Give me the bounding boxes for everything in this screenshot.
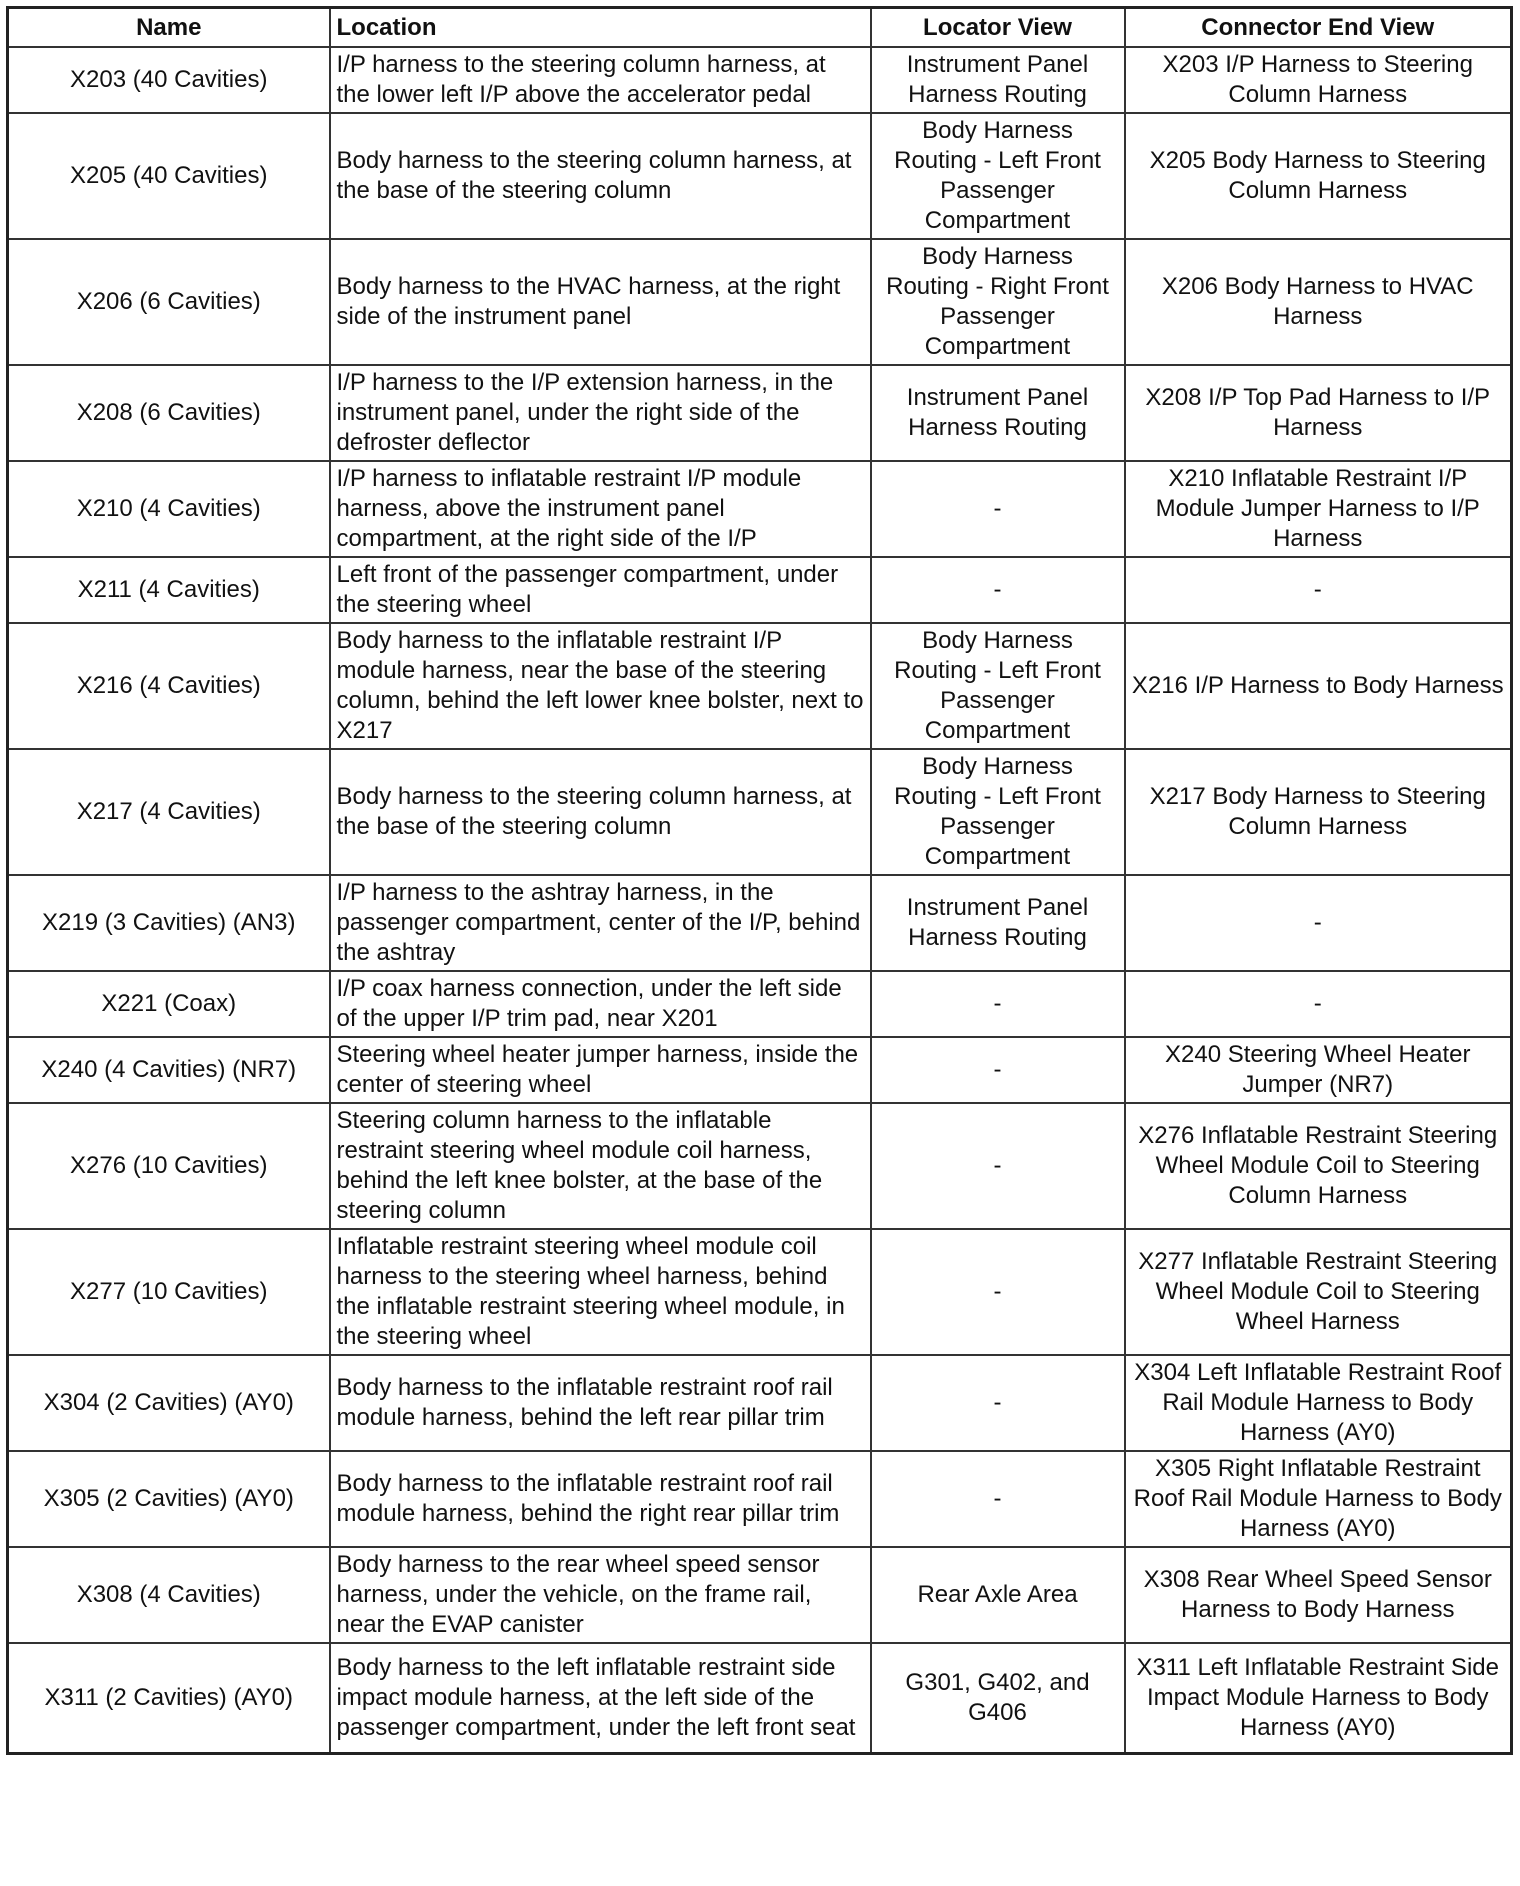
cell-locator-view: G301, G402, and G406 — [871, 1643, 1125, 1753]
cell-location: Body harness to the HVAC harness, at the right side of the instrument panel — [330, 239, 871, 365]
cell-connector-end-view: X205 Body Harness to Steering Column Harness — [1125, 113, 1512, 239]
cell-location: Body harness to the rear wheel speed sensor harness, under the vehicle, on the frame rail, near the EVAP canister — [330, 1547, 871, 1643]
cell-connector-end-view: X208 I/P Top Pad Harness to I/P Harness — [1125, 365, 1512, 461]
cell-name: X311 (2 Cavities) (AY0) — [8, 1643, 330, 1753]
header-locator-view: Locator View — [871, 8, 1125, 48]
cell-location: I/P harness to the steering column harness, at the lower left I/P above the accelerator pedal — [330, 47, 871, 113]
cell-locator-view: - — [871, 1103, 1125, 1229]
cell-location: I/P coax harness connection, under the left side of the upper I/P trim pad, near X201 — [330, 971, 871, 1037]
cell-connector-end-view: X240 Steering Wheel Heater Jumper (NR7) — [1125, 1037, 1512, 1103]
header-location: Location — [330, 8, 871, 48]
cell-name: X277 (10 Cavities) — [8, 1229, 330, 1355]
cell-connector-end-view: X277 Inflatable Restraint Steering Wheel Module Coil to Steering Wheel Harness — [1125, 1229, 1512, 1355]
cell-name: X210 (4 Cavities) — [8, 461, 330, 557]
cell-connector-end-view: X210 Inflatable Restraint I/P Module Jumper Harness to I/P Harness — [1125, 461, 1512, 557]
cell-locator-view: - — [871, 1229, 1125, 1355]
header-connector-end-view: Connector End View — [1125, 8, 1512, 48]
cell-connector-end-view: X206 Body Harness to HVAC Harness — [1125, 239, 1512, 365]
connector-table-container — [6, 6, 1510, 1755]
cell-name: X221 (Coax) — [8, 971, 330, 1037]
cell-connector-end-view: X305 Right Inflatable Restraint Roof Rail Module Harness to Body Harness (AY0) — [1125, 1451, 1512, 1547]
cell-name: X305 (2 Cavities) (AY0) — [8, 1451, 330, 1547]
table-row — [8, 623, 1512, 749]
cell-location: Body harness to the inflatable restraint I/P module harness, near the base of the steering column, behind the left lower knee bolster, next to X217 — [330, 623, 871, 749]
table-row — [8, 1643, 1512, 1753]
cell-location: Body harness to the inflatable restraint roof rail module harness, behind the left rear pillar trim — [330, 1355, 871, 1451]
cell-location: I/P harness to the I/P extension harness, in the instrument panel, under the right side of the defroster deflector — [330, 365, 871, 461]
cell-connector-end-view: X304 Left Inflatable Restraint Roof Rail Module Harness to Body Harness (AY0) — [1125, 1355, 1512, 1451]
cell-locator-view: Body Harness Routing - Left Front Passenger Compartment — [871, 623, 1125, 749]
cell-location: Inflatable restraint steering wheel module coil harness to the steering wheel harness, behind the inflatable restraint steering wheel module, in the steering wheel — [330, 1229, 871, 1355]
table-row — [8, 1037, 1512, 1103]
cell-name: X211 (4 Cavities) — [8, 557, 330, 623]
cell-name: X219 (3 Cavities) (AN3) — [8, 875, 330, 971]
cell-location: I/P harness to inflatable restraint I/P module harness, above the instrument panel compartment, at the right side of the I/P — [330, 461, 871, 557]
cell-connector-end-view: X203 I/P Harness to Steering Column Harness — [1125, 47, 1512, 113]
cell-connector-end-view: - — [1125, 971, 1512, 1037]
cell-name: X203 (40 Cavities) — [8, 47, 330, 113]
table-row — [8, 113, 1512, 239]
cell-location: Left front of the passenger compartment, under the steering wheel — [330, 557, 871, 623]
table-row — [8, 47, 1512, 113]
cell-location: Body harness to the inflatable restraint roof rail module harness, behind the right rear pillar trim — [330, 1451, 871, 1547]
cell-connector-end-view: - — [1125, 557, 1512, 623]
cell-connector-end-view: X216 I/P Harness to Body Harness — [1125, 623, 1512, 749]
cell-locator-view: Body Harness Routing - Right Front Passenger Compartment — [871, 239, 1125, 365]
connector-table — [6, 6, 1513, 1755]
cell-name: X308 (4 Cavities) — [8, 1547, 330, 1643]
table-row — [8, 1547, 1512, 1643]
cell-name: X304 (2 Cavities) (AY0) — [8, 1355, 330, 1451]
cell-location: Steering wheel heater jumper harness, inside the center of steering wheel — [330, 1037, 871, 1103]
table-row — [8, 1451, 1512, 1547]
cell-location: Steering column harness to the inflatable restraint steering wheel module coil harness, behind the left knee bolster, at the base of the steering column — [330, 1103, 871, 1229]
cell-locator-view: Body Harness Routing - Left Front Passenger Compartment — [871, 113, 1125, 239]
cell-name: X240 (4 Cavities) (NR7) — [8, 1037, 330, 1103]
table-row — [8, 971, 1512, 1037]
table-row — [8, 557, 1512, 623]
table-row — [8, 875, 1512, 971]
table-row — [8, 1229, 1512, 1355]
cell-name: X216 (4 Cavities) — [8, 623, 330, 749]
table-row — [8, 749, 1512, 875]
cell-locator-view: - — [871, 1355, 1125, 1451]
cell-name: X208 (6 Cavities) — [8, 365, 330, 461]
cell-connector-end-view: X276 Inflatable Restraint Steering Wheel Module Coil to Steering Column Harness — [1125, 1103, 1512, 1229]
cell-locator-view: - — [871, 1037, 1125, 1103]
cell-locator-view: Body Harness Routing - Left Front Passenger Compartment — [871, 749, 1125, 875]
cell-locator-view: - — [871, 461, 1125, 557]
cell-locator-view: Instrument Panel Harness Routing — [871, 365, 1125, 461]
cell-locator-view: Instrument Panel Harness Routing — [871, 875, 1125, 971]
cell-locator-view: Rear Axle Area — [871, 1547, 1125, 1643]
header-row — [8, 8, 1512, 48]
cell-locator-view: Instrument Panel Harness Routing — [871, 47, 1125, 113]
cell-connector-end-view: - — [1125, 875, 1512, 971]
cell-connector-end-view: X217 Body Harness to Steering Column Harness — [1125, 749, 1512, 875]
table-row — [8, 239, 1512, 365]
cell-locator-view: - — [871, 1451, 1125, 1547]
table-row — [8, 1355, 1512, 1451]
cell-connector-end-view: X311 Left Inflatable Restraint Side Impact Module Harness to Body Harness (AY0) — [1125, 1643, 1512, 1753]
cell-location: I/P harness to the ashtray harness, in the passenger compartment, center of the I/P, behind the ashtray — [330, 875, 871, 971]
cell-location: Body harness to the steering column harness, at the base of the steering column — [330, 113, 871, 239]
cell-name: X205 (40 Cavities) — [8, 113, 330, 239]
cell-name: X206 (6 Cavities) — [8, 239, 330, 365]
cell-name: X276 (10 Cavities) — [8, 1103, 330, 1229]
cell-locator-view: - — [871, 557, 1125, 623]
table-row — [8, 461, 1512, 557]
header-name: Name — [8, 8, 330, 48]
cell-locator-view: - — [871, 971, 1125, 1037]
cell-name: X217 (4 Cavities) — [8, 749, 330, 875]
table-row — [8, 365, 1512, 461]
cell-location: Body harness to the steering column harness, at the base of the steering column — [330, 749, 871, 875]
cell-connector-end-view: X308 Rear Wheel Speed Sensor Harness to Body Harness — [1125, 1547, 1512, 1643]
cell-location: Body harness to the left inflatable restraint side impact module harness, at the left side of the passenger compartment, under the left front seat — [330, 1643, 871, 1753]
table-row — [8, 1103, 1512, 1229]
